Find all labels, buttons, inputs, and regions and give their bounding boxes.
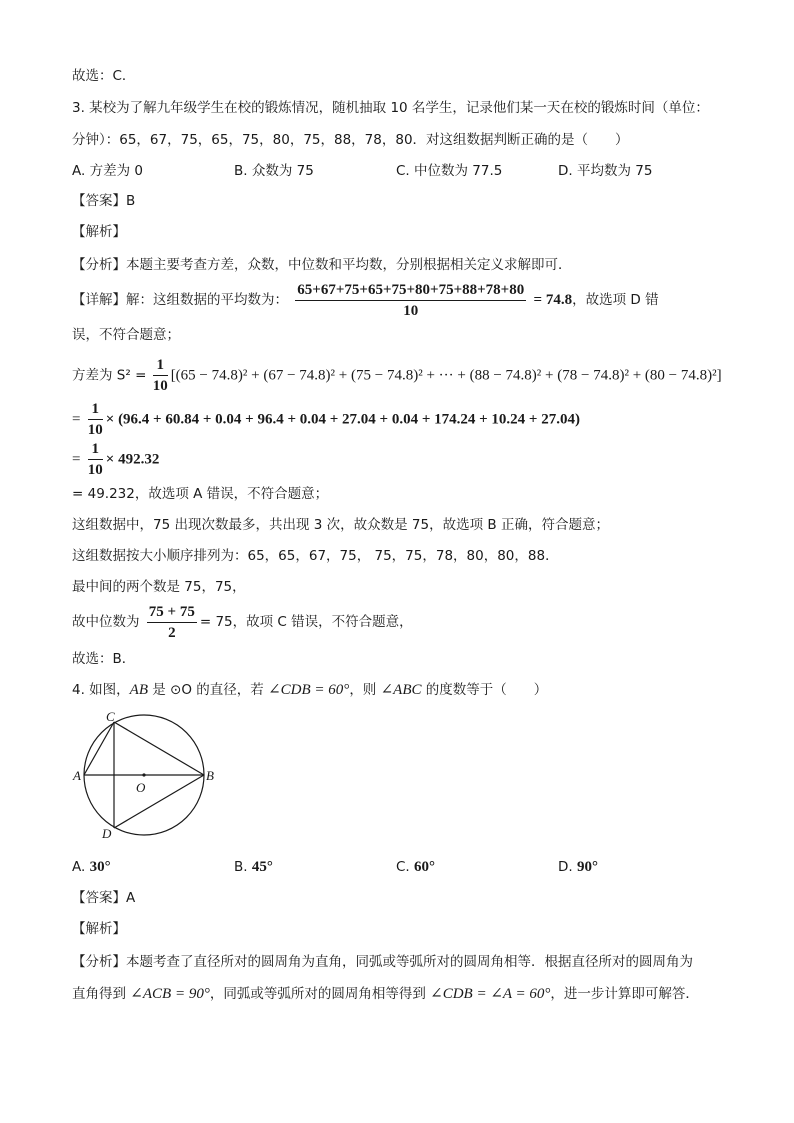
q3-option-a: A. 方差为 0: [72, 163, 143, 179]
q3-variance-step3: = $\frac{1}{10}$ × 492.32: [72, 441, 160, 478]
q4-stem: 4. 如图，AB 是 ⊙O 的直径，若 ∠CDB = 60°，则 ∠ABC 的度数等于（ ）: [72, 682, 548, 698]
q4-option-b: B. 45°: [234, 859, 273, 875]
q3-variance-result: = 49.232，故选项 A 错误，不符合题意；: [72, 486, 329, 502]
q3-option-d: D. 平均数为 75: [558, 163, 653, 179]
q3-option-c: C. 中位数为 77.5: [396, 163, 503, 179]
q3-option-b: B. 众数为 75: [234, 163, 314, 179]
q3-conclusion: 故选：B．: [72, 651, 136, 667]
q4-fenxi-line1: 【分析】本题考查了直径所对的圆周角为直角，同弧或等弧所对的圆周角相等．根据直径所对的圆周角为: [72, 954, 693, 970]
q3-stem-line1: 3. 某校为了解九年级学生在校的锻炼情况，随机抽取 10 名学生，记录他们某一天在校的锻炼时间（单位：: [72, 100, 709, 116]
label-o: O: [136, 780, 146, 795]
q3-mean-tail: 误，不符合题意；: [72, 327, 180, 343]
q4-fenxi-line2: 直角得到 ∠ACB = 90°，同弧或等弧所对的圆周角相等得到 ∠CDB = ∠A = 60°，进一步计算即可解答．: [72, 986, 699, 1002]
q4-answer: 【答案】A: [72, 890, 136, 906]
chord-ca: [84, 722, 114, 775]
q3-median-line: 故中位数为 $\frac{75 + 75}{2}$ = 75，故项 C 错误，不符合题意，: [72, 603, 413, 641]
label-c: C: [106, 712, 115, 724]
q3-middle-line: 最中间的两个数是 75，75，: [72, 579, 246, 595]
label-a: A: [73, 768, 81, 783]
label-d: D: [102, 826, 112, 841]
q3-variance-line: 方差为 S² = $\frac{1}{10}$ [(65 − 74.8)² + (67 − 74.8)² + (75 − 74.8)² + ··· + (88 − 74.8)² + (78 − 74.8)² + (80 − 74.8)²]: [72, 357, 722, 394]
q3-stem-line2: 分钟）：65，67，75，65，75，80，75，88，78，80．对这组数据判断正确的是（ ）: [72, 132, 629, 148]
q4-analysis-tag: 【解析】: [72, 921, 126, 937]
q4-option-c: C. 60°: [396, 859, 436, 875]
q3-sorted-line: 这组数据按大小顺序排列为：65，65，67，75， 75，75，78，80，80，88．: [72, 548, 559, 564]
q3-mean-line: 【详解】解：这组数据的平均数为： $\frac{65+67+75+65+75+80+75+88+78+80}{10}$ = 74.8，故选项 D 错: [72, 281, 659, 319]
chord-cb: [114, 722, 204, 775]
prev-conclusion: 故选：C．: [72, 68, 136, 84]
q4-option-a: A. 30°: [72, 859, 111, 875]
center-point: [142, 773, 145, 776]
mean-fraction: $\frac{65+67+75+65+75+80+75+88+78+80}{10}$: [297, 281, 525, 319]
chord-db: [114, 775, 204, 828]
label-b: B: [206, 768, 214, 783]
q3-mode-line: 这组数据中，75 出现次数最多，共出现 3 次，故众数是 75，故选项 B 正确，符合题意；: [72, 517, 609, 533]
q3-fenxi: 【分析】本题主要考查方差，众数，中位数和平均数，分别根据相关定义求解即可．: [72, 257, 572, 273]
q3-answer: 【答案】B: [72, 193, 136, 209]
circle-figure: [72, 712, 222, 842]
q3-analysis-tag: 【解析】: [72, 224, 126, 240]
q4-option-d: D. 90°: [558, 859, 598, 875]
q3-variance-step2: = $\frac{1}{10}$ × (96.4 + 60.84 + 0.04 + 96.4 + 0.04 + 27.04 + 0.04 + 174.24 + 10.24 + 27.04): [72, 401, 580, 438]
